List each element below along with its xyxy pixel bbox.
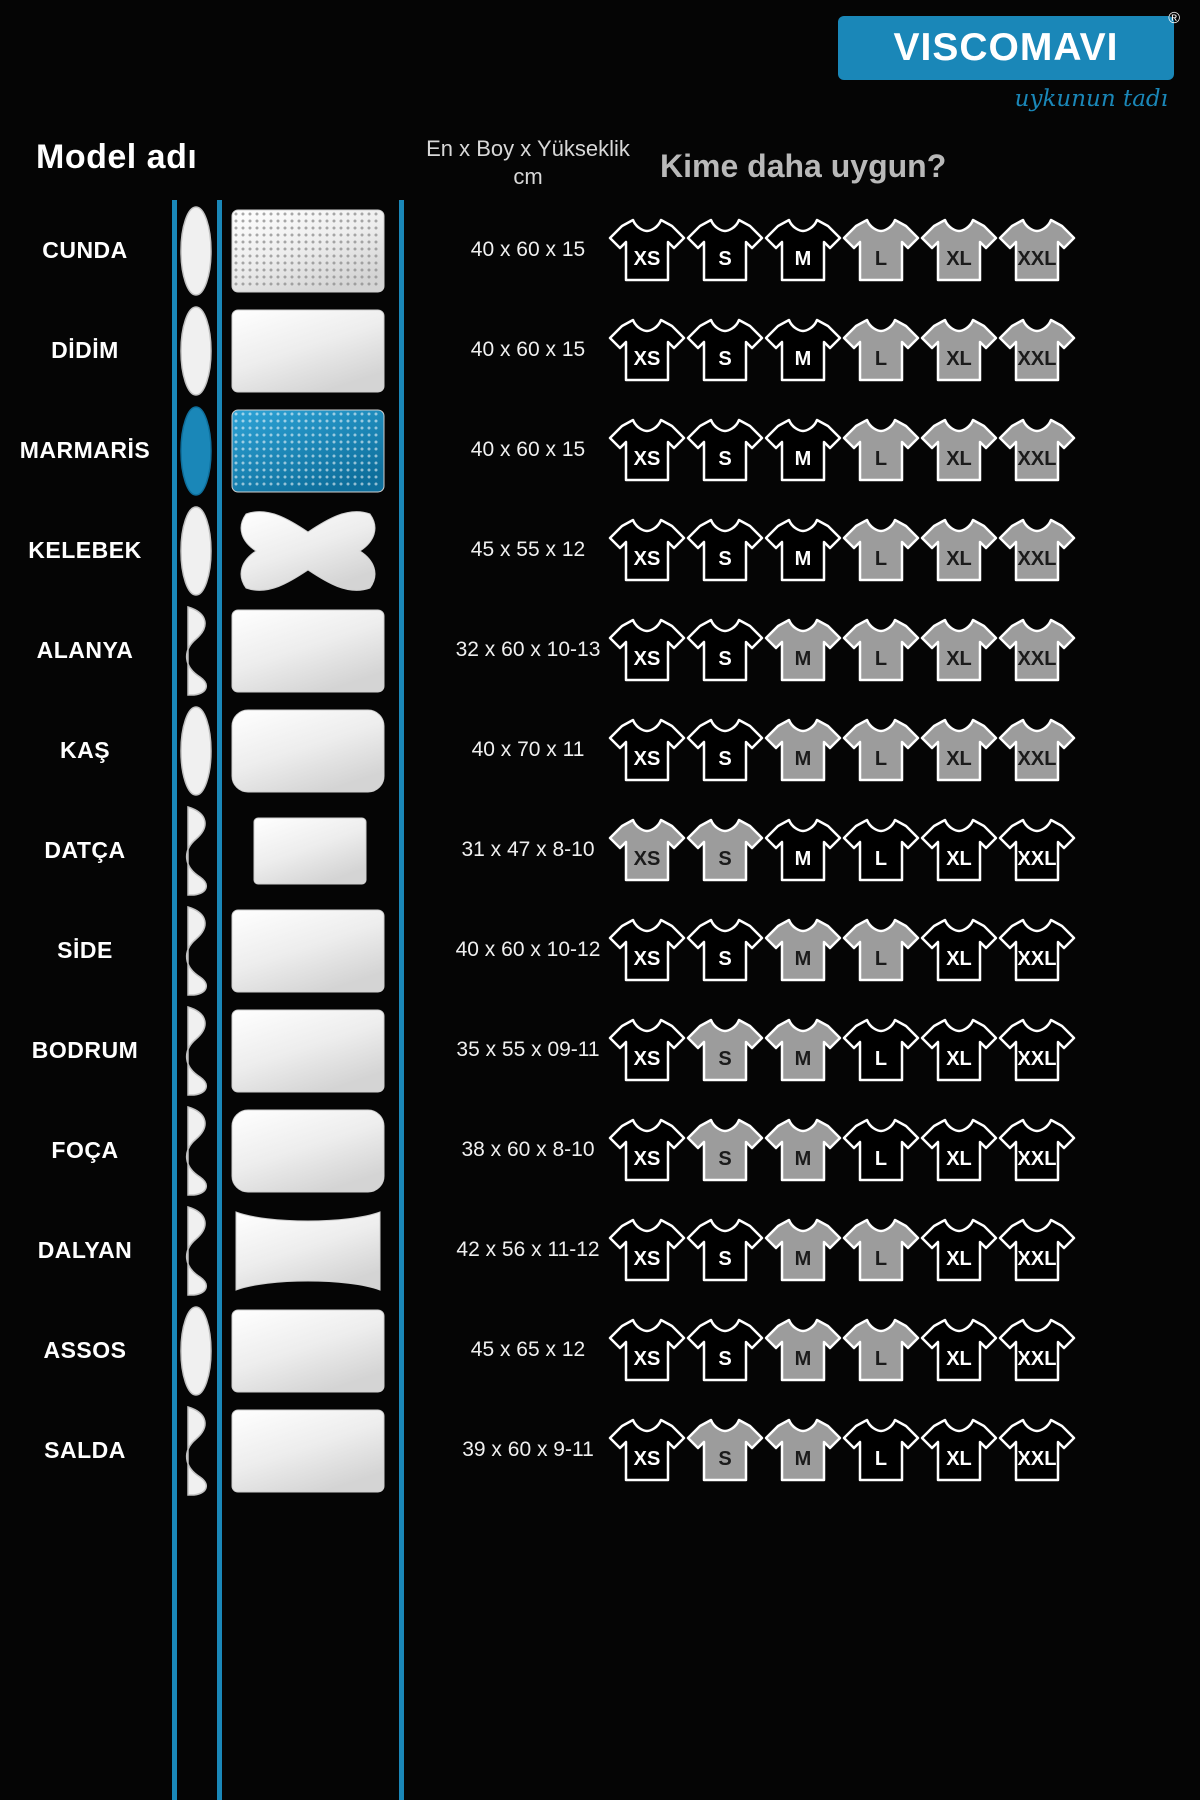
size-label: M xyxy=(794,848,812,870)
size-label: XXL xyxy=(1017,1148,1057,1170)
model-name: KAŞ xyxy=(59,736,111,763)
size-fit-group xyxy=(606,200,1186,300)
pillow-dimensions: 39 x 60 x 9-11 xyxy=(462,1438,594,1461)
size-label: L xyxy=(874,1148,888,1170)
model-name: MARMARİS xyxy=(19,436,151,463)
tshirt-icon xyxy=(996,614,1078,686)
size-label: L xyxy=(874,448,888,470)
size-label: XL xyxy=(946,1348,972,1370)
model-name: DATÇA xyxy=(44,836,126,863)
tshirt-icon xyxy=(606,214,688,286)
size-label: XS xyxy=(633,348,661,370)
pillow-dimensions: 32 x 60 x 10-13 xyxy=(455,638,601,661)
dimensions-label: En x Boy x Yükseklik xyxy=(426,136,630,161)
tshirt-icon xyxy=(762,1414,844,1486)
size-label: XXL xyxy=(1017,448,1057,470)
tshirt-icon xyxy=(684,214,766,286)
brand-name: VISCOMAVI xyxy=(893,26,1119,69)
size-label: L xyxy=(874,348,888,370)
size-fit-group xyxy=(606,1100,1186,1200)
tshirt-icon xyxy=(840,1014,922,1086)
tshirt-icon xyxy=(684,1414,766,1486)
size-fit-group xyxy=(606,1400,1186,1500)
size-label: XXL xyxy=(1017,1048,1057,1070)
model-name: KELEBEK xyxy=(28,536,142,563)
tshirt-icon xyxy=(918,414,1000,486)
tshirt-icon xyxy=(996,1114,1078,1186)
pillow-profile-icon xyxy=(178,305,214,397)
size-label: XXL xyxy=(1017,348,1057,370)
size-label: M xyxy=(794,548,812,570)
table-row xyxy=(0,500,1200,600)
size-label: XL xyxy=(946,1248,972,1270)
pillow-profile-icon xyxy=(178,205,214,297)
size-label: M xyxy=(794,1148,812,1170)
pillow-profile-icon xyxy=(178,905,214,997)
tshirt-icon xyxy=(762,414,844,486)
size-label: XS xyxy=(633,1448,661,1470)
pillow-shape-icon xyxy=(228,406,388,496)
tshirt-icon xyxy=(762,714,844,786)
pillow-shape-icon xyxy=(228,206,388,296)
pillow-profile-icon xyxy=(178,405,214,497)
size-label: XL xyxy=(946,948,972,970)
model-name: CUNDA xyxy=(42,236,128,263)
tshirt-icon xyxy=(918,614,1000,686)
size-label: XL xyxy=(946,1448,972,1470)
tshirt-icon xyxy=(606,714,688,786)
tshirt-icon xyxy=(918,514,1000,586)
column-header-model: Model adı xyxy=(36,138,198,176)
size-label: M xyxy=(794,648,812,670)
size-label: M xyxy=(794,1048,812,1070)
pillow-profile-icon xyxy=(178,1105,214,1197)
table-row xyxy=(0,600,1200,700)
tshirt-icon xyxy=(918,1214,1000,1286)
tshirt-icon xyxy=(996,1414,1078,1486)
brand-slogan: uykunun tadı xyxy=(1014,86,1168,112)
tshirt-icon xyxy=(918,314,1000,386)
pillow-dimensions: 45 x 65 x 12 xyxy=(470,1338,586,1361)
tshirt-icon xyxy=(996,314,1078,386)
tshirt-icon xyxy=(840,314,922,386)
size-label: L xyxy=(874,548,888,570)
size-label: XS xyxy=(633,248,661,270)
pillow-dimensions: 42 x 56 x 11-12 xyxy=(456,1238,600,1261)
model-name: SALDA xyxy=(44,1436,126,1463)
tshirt-icon xyxy=(684,814,766,886)
tshirt-icon xyxy=(684,1314,766,1386)
size-label: XXL xyxy=(1017,1248,1057,1270)
size-label: XL xyxy=(946,348,972,370)
tshirt-icon xyxy=(840,1414,922,1486)
pillow-shape-icon xyxy=(228,906,388,996)
tshirt-icon xyxy=(840,514,922,586)
size-fit-group xyxy=(606,700,1186,800)
model-name: FOÇA xyxy=(51,1136,119,1163)
pillow-profile-icon xyxy=(178,1005,214,1097)
table-row xyxy=(0,1100,1200,1200)
model-name: DİDİM xyxy=(51,336,119,363)
pillow-dimensions: 40 x 60 x 15 xyxy=(470,338,586,361)
size-label: S xyxy=(718,548,732,570)
tshirt-icon xyxy=(996,1214,1078,1286)
tshirt-icon xyxy=(606,814,688,886)
brand-logo xyxy=(838,10,1178,120)
size-label: S xyxy=(718,448,732,470)
tshirt-icon xyxy=(606,1114,688,1186)
size-label: L xyxy=(874,948,888,970)
tshirt-icon xyxy=(840,714,922,786)
pillow-shape-icon xyxy=(228,306,388,396)
size-label: XL xyxy=(946,748,972,770)
size-label: XXL xyxy=(1017,848,1057,870)
column-header-dimensions xyxy=(408,135,648,191)
tshirt-icon xyxy=(684,614,766,686)
size-label: L xyxy=(874,1248,888,1270)
tshirt-icon xyxy=(762,214,844,286)
model-name: DALYAN xyxy=(37,1236,133,1263)
size-label: XL xyxy=(946,548,972,570)
size-label: M xyxy=(794,948,812,970)
table-row xyxy=(0,300,1200,400)
tshirt-icon xyxy=(840,1314,922,1386)
pillow-dimensions: 40 x 70 x 11 xyxy=(471,738,585,761)
tshirt-icon xyxy=(606,1314,688,1386)
size-fit-group xyxy=(606,500,1186,600)
size-label: XL xyxy=(946,448,972,470)
size-label: XXL xyxy=(1017,1348,1057,1370)
tshirt-icon xyxy=(762,1114,844,1186)
table-row xyxy=(0,1400,1200,1500)
size-label: S xyxy=(718,248,732,270)
size-label: L xyxy=(874,848,888,870)
tshirt-icon xyxy=(606,614,688,686)
tshirt-icon xyxy=(606,314,688,386)
pillow-row-list xyxy=(0,200,1200,1500)
pillow-shape-icon xyxy=(228,806,388,896)
size-label: XS xyxy=(633,748,661,770)
tshirt-icon xyxy=(918,1014,1000,1086)
model-name: ALANYA xyxy=(36,636,134,663)
size-label: XL xyxy=(946,648,972,670)
size-label: XS xyxy=(633,1348,661,1370)
pillow-shape-icon xyxy=(228,1406,388,1496)
pillow-shape-icon xyxy=(228,706,388,796)
size-label: S xyxy=(718,1148,732,1170)
model-name: BODRUM xyxy=(31,1036,139,1063)
size-label: L xyxy=(874,748,888,770)
tshirt-icon xyxy=(606,1414,688,1486)
tshirt-icon xyxy=(996,914,1078,986)
pillow-shape-icon xyxy=(228,1106,388,1196)
size-label: XL xyxy=(946,248,972,270)
tshirt-icon xyxy=(606,914,688,986)
size-fit-group xyxy=(606,800,1186,900)
tshirt-icon xyxy=(996,214,1078,286)
tshirt-icon xyxy=(684,414,766,486)
tshirt-icon xyxy=(840,914,922,986)
size-label: L xyxy=(874,1448,888,1470)
size-label: XXL xyxy=(1017,248,1057,270)
size-label: S xyxy=(718,1448,732,1470)
pillow-profile-icon xyxy=(178,1405,214,1497)
size-label: L xyxy=(874,248,888,270)
table-row xyxy=(0,1000,1200,1100)
tshirt-icon xyxy=(762,914,844,986)
table-row xyxy=(0,400,1200,500)
tshirt-icon xyxy=(996,1014,1078,1086)
size-label: S xyxy=(718,648,732,670)
pillow-dimensions: 40 x 60 x 15 xyxy=(470,438,586,461)
tshirt-icon xyxy=(918,1114,1000,1186)
pillow-shape-icon xyxy=(228,1306,388,1396)
size-label: S xyxy=(718,1248,732,1270)
size-label: XXL xyxy=(1017,1448,1057,1470)
pillow-profile-icon xyxy=(178,1205,214,1297)
size-label: XS xyxy=(633,548,661,570)
tshirt-icon xyxy=(996,514,1078,586)
tshirt-icon xyxy=(840,1114,922,1186)
pillow-shape-icon xyxy=(228,506,388,596)
size-label: XS xyxy=(633,1248,661,1270)
size-label: XL xyxy=(946,1048,972,1070)
column-header-audience: Kime daha uygun? xyxy=(660,148,947,184)
tshirt-icon xyxy=(606,1214,688,1286)
tshirt-icon xyxy=(684,1214,766,1286)
size-label: M xyxy=(794,1348,812,1370)
size-fit-group xyxy=(606,900,1186,1000)
size-label: XS xyxy=(633,1148,661,1170)
pillow-dimensions: 40 x 60 x 10-12 xyxy=(455,938,601,961)
pillow-shape-icon xyxy=(228,1206,388,1296)
size-label: XXL xyxy=(1017,948,1057,970)
tshirt-icon xyxy=(762,1314,844,1386)
tshirt-icon xyxy=(762,1214,844,1286)
pillow-shape-icon xyxy=(228,1006,388,1096)
tshirt-icon xyxy=(996,714,1078,786)
size-label: L xyxy=(874,1048,888,1070)
table-row xyxy=(0,900,1200,1000)
size-label: XS xyxy=(633,848,661,870)
size-fit-group xyxy=(606,1000,1186,1100)
tshirt-icon xyxy=(762,514,844,586)
size-label: L xyxy=(874,648,888,670)
tshirt-icon xyxy=(684,314,766,386)
size-label: S xyxy=(718,948,732,970)
size-label: XS xyxy=(633,1048,661,1070)
tshirt-icon xyxy=(840,814,922,886)
tshirt-icon xyxy=(918,914,1000,986)
size-label: XXL xyxy=(1017,548,1057,570)
size-label: XL xyxy=(946,848,972,870)
tshirt-icon xyxy=(684,714,766,786)
size-label: M xyxy=(794,448,812,470)
pillow-shape-icon xyxy=(228,606,388,696)
size-label: XS xyxy=(633,448,661,470)
tshirt-icon xyxy=(996,414,1078,486)
tshirt-icon xyxy=(840,214,922,286)
pillow-profile-icon xyxy=(178,605,214,697)
size-fit-group xyxy=(606,1300,1186,1400)
pillow-dimensions: 40 x 60 x 15 xyxy=(470,238,586,261)
size-fit-group xyxy=(606,400,1186,500)
model-name: ASSOS xyxy=(43,1336,127,1363)
pillow-profile-icon xyxy=(178,705,214,797)
size-fit-group xyxy=(606,300,1186,400)
table-row xyxy=(0,700,1200,800)
size-label: XXL xyxy=(1017,748,1057,770)
tshirt-icon xyxy=(840,414,922,486)
tshirt-icon xyxy=(918,1314,1000,1386)
tshirt-icon xyxy=(840,614,922,686)
pillow-dimensions: 45 x 55 x 12 xyxy=(470,538,586,561)
size-label: M xyxy=(794,248,812,270)
tshirt-icon xyxy=(606,1014,688,1086)
size-label: S xyxy=(718,848,732,870)
tshirt-icon xyxy=(762,314,844,386)
pillow-dimensions: 38 x 60 x 8-10 xyxy=(461,1138,595,1161)
size-label: M xyxy=(794,1448,812,1470)
size-label: XS xyxy=(633,948,661,970)
registered-trademark-icon: ® xyxy=(1168,10,1180,27)
table-row xyxy=(0,1200,1200,1300)
tshirt-icon xyxy=(762,814,844,886)
tshirt-icon xyxy=(762,614,844,686)
size-label: XL xyxy=(946,1148,972,1170)
tshirt-icon xyxy=(996,814,1078,886)
size-label: S xyxy=(718,348,732,370)
tshirt-icon xyxy=(996,1314,1078,1386)
pillow-profile-icon xyxy=(178,505,214,597)
size-fit-group xyxy=(606,600,1186,700)
dimensions-unit: cm xyxy=(513,164,543,189)
size-label: M xyxy=(794,748,812,770)
tshirt-icon xyxy=(918,214,1000,286)
table-row xyxy=(0,1300,1200,1400)
table-row xyxy=(0,200,1200,300)
tshirt-icon xyxy=(840,1214,922,1286)
pillow-profile-icon xyxy=(178,805,214,897)
size-fit-group xyxy=(606,1200,1186,1300)
size-label: S xyxy=(718,748,732,770)
tshirt-icon xyxy=(918,1414,1000,1486)
tshirt-icon xyxy=(684,914,766,986)
tshirt-icon xyxy=(606,414,688,486)
tshirt-icon xyxy=(606,514,688,586)
pillow-profile-icon xyxy=(178,1305,214,1397)
tshirt-icon xyxy=(918,814,1000,886)
size-label: XXL xyxy=(1017,648,1057,670)
tshirt-icon xyxy=(762,1014,844,1086)
tshirt-icon xyxy=(684,514,766,586)
table-row xyxy=(0,800,1200,900)
pillow-dimensions: 31 x 47 x 8-10 xyxy=(461,838,595,861)
size-label: L xyxy=(874,1348,888,1370)
size-label: S xyxy=(718,1348,732,1370)
size-label: M xyxy=(794,348,812,370)
tshirt-icon xyxy=(684,1114,766,1186)
pillow-dimensions: 35 x 55 x 09-11 xyxy=(456,1038,600,1061)
size-label: S xyxy=(718,1048,732,1070)
tshirt-icon xyxy=(684,1014,766,1086)
size-label: XS xyxy=(633,648,661,670)
model-name: SİDE xyxy=(57,936,113,963)
size-label: M xyxy=(794,1248,812,1270)
tshirt-icon xyxy=(918,714,1000,786)
